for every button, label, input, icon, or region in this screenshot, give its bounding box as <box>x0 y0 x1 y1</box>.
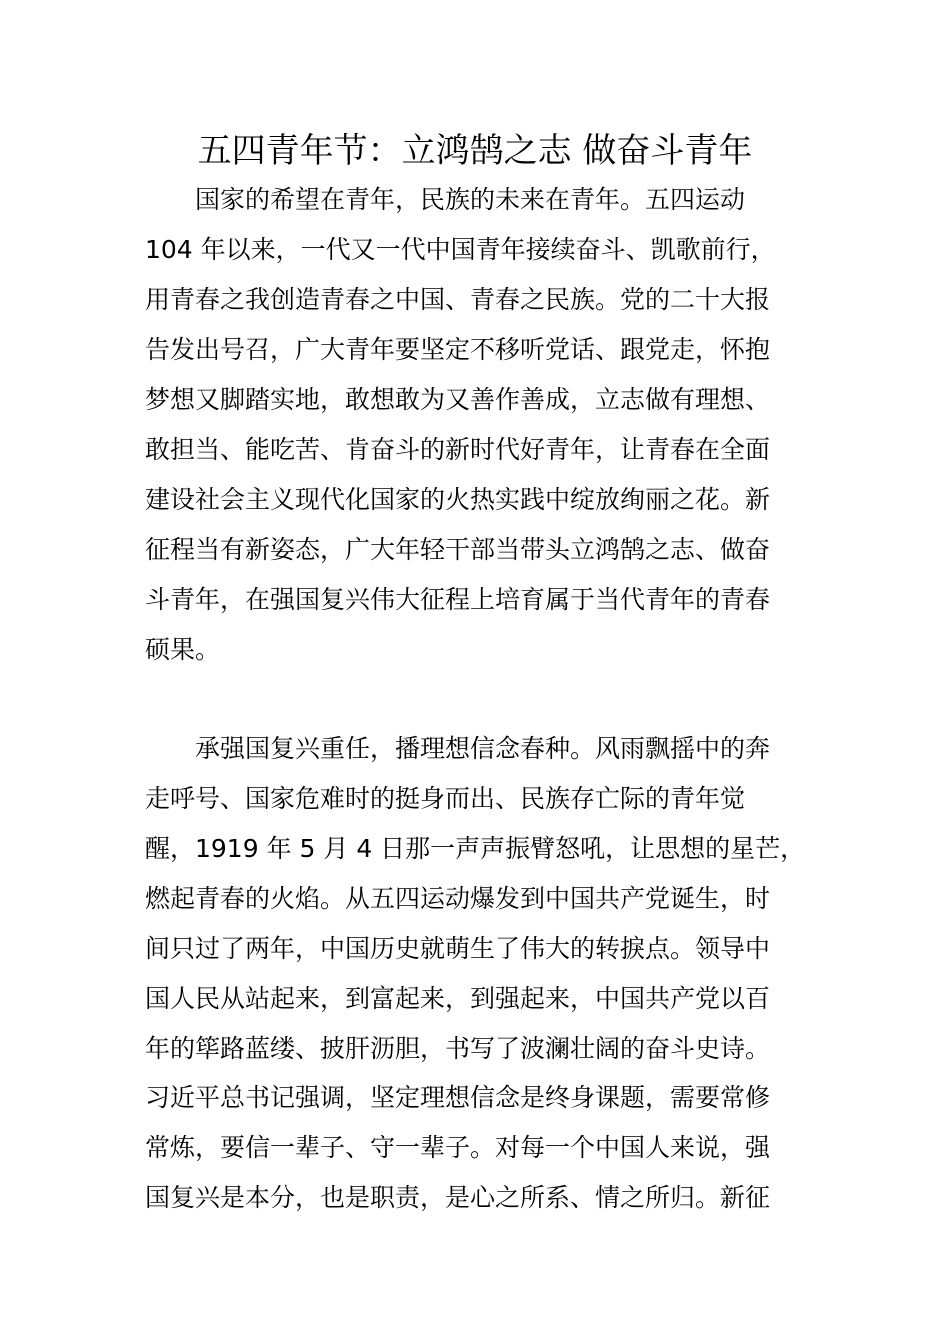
paragraph-line: 燃起青春的火焰。从五四运动爆发到中国共产党诞生，时 <box>145 884 771 913</box>
paragraph-line: 斗青年，在强国复兴伟大征程上培育属于当代青年的青春 <box>145 585 771 614</box>
paragraph-line: 习近平总书记强调，坚定理想信念是终身课题，需要常修 <box>145 1083 771 1112</box>
paragraph-line: 国家的希望在青年，民族的未来在青年。五四运动 <box>195 185 746 214</box>
document-title: 五四青年节：立鸿鹄之志 做奋斗青年 <box>197 131 753 171</box>
paragraph-line: 梦想又脚踏实地，敢想敢为又善作善成，立志做有理想、 <box>145 385 771 414</box>
paragraph-line: 国复兴是本分，也是职责，是心之所系、情之所归。新征 <box>145 1183 771 1212</box>
paragraph-line: 常炼，要信一辈子、守一辈子。对每一个中国人来说，强 <box>145 1133 771 1162</box>
paragraph-line: 告发出号召，广大青年要坚定不移听党话、跟党走，怀抱 <box>145 335 771 364</box>
paragraph-line: 征程当有新姿态，广大年轻干部当带头立鸿鹄之志、做奋 <box>145 535 771 564</box>
paragraph-line: 104 年以来，一代又一代中国青年接续奋斗、凯歌前行， <box>145 235 776 264</box>
paragraph-line: 用青春之我创造青春之中国、青春之民族。党的二十大报 <box>145 285 771 314</box>
paragraph-line: 承强国复兴重任，播理想信念春种。风雨飘摇中的奔 <box>195 734 771 763</box>
paragraph-line: 敢担当、能吃苦、肯奋斗的新时代好青年，让青春在全面 <box>145 435 771 464</box>
paragraph-line: 国人民从站起来，到富起来，到强起来，中国共产党以百 <box>145 984 771 1013</box>
paragraph-line: 年的筚路蓝缕、披肝沥胆，书写了波澜壮阔的奋斗史诗。 <box>145 1034 771 1063</box>
paragraph-line: 硕果。 <box>145 635 221 664</box>
paragraph-line: 间只过了两年，中国历史就萌生了伟大的转捩点。领导中 <box>145 934 771 963</box>
paragraph-line: 走呼号、国家危难时的挺身而出、民族存亡际的青年觉 <box>145 784 746 813</box>
paragraph-line: 建设社会主义现代化国家的火热实践中绽放绚丽之花。新 <box>145 485 771 514</box>
paragraph-line: 醒，1919 年 5 月 4 日那一声声振臂怒吼，让思想的星芒， <box>145 834 806 863</box>
